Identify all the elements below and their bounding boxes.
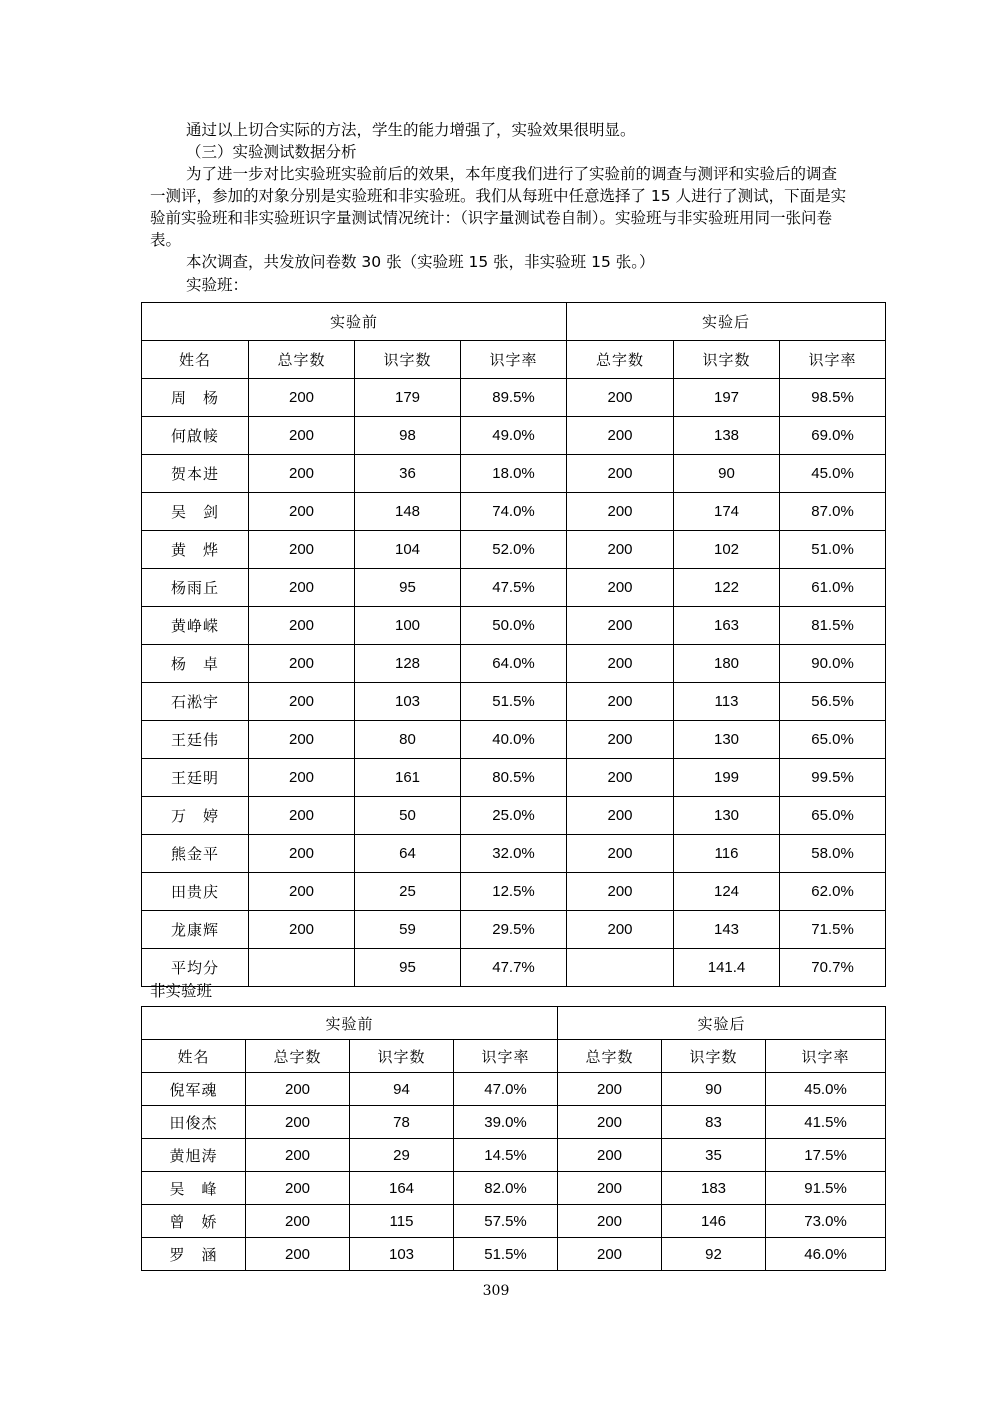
table-row (142, 835, 886, 873)
before-known-cell: 115 (350, 1205, 454, 1238)
after-rate-cell: 51.0% (780, 531, 886, 569)
before-total-cell: 200 (249, 455, 355, 493)
after-known-cell: 124 (674, 873, 780, 911)
table-row (142, 455, 886, 493)
after-total-cell: 200 (558, 1238, 662, 1271)
after-total-cell: 200 (567, 911, 674, 949)
table-row (142, 569, 886, 607)
before-known-cell: 100 (355, 607, 461, 645)
table-group-header-row (142, 1007, 886, 1040)
after-known-cell: 138 (674, 417, 780, 455)
before-total-cell: 200 (246, 1139, 350, 1172)
after-rate-cell: 46.0% (766, 1238, 886, 1271)
after-known-cell: 197 (674, 379, 780, 417)
known-header: 识字数 (662, 1040, 766, 1073)
after-known-cell: 141.4 (674, 949, 780, 987)
before-header: 实验前 (142, 303, 567, 341)
section-heading: （三）实验测试数据分析 (186, 143, 357, 161)
table-column-header-row (142, 341, 886, 379)
student-name-cell: 田贵庆 (142, 873, 249, 911)
survey-paragraph: 本次调查，共发放问卷数 30 张（实验班 15 张，非实验班 15 张。） (186, 253, 655, 271)
before-known-cell: 64 (355, 835, 461, 873)
after-total-cell: 200 (567, 797, 674, 835)
before-known-cell: 95 (355, 569, 461, 607)
after-rate-cell: 17.5% (766, 1139, 886, 1172)
before-rate-cell: 82.0% (454, 1172, 558, 1205)
total-header: 总字数 (567, 341, 674, 379)
before-known-cell: 161 (355, 759, 461, 797)
before-total-cell: 200 (249, 911, 355, 949)
known-header: 识字数 (355, 341, 461, 379)
after-total-cell: 200 (567, 531, 674, 569)
before-known-cell: 50 (355, 797, 461, 835)
student-name-cell: 王廷明 (142, 759, 249, 797)
after-total-cell (567, 949, 674, 987)
body-text: 为了进一步对比实验班实验前后的效果，本年度我们进行了实验前的调查与测评和实验后的调查一测评，参加的对象分别是实验班和非实验班。我们从每班中任意选择了 15 人进行了测试，下面是实验前实验班和非实验班识字量测试情况统计：（识字量测试卷自制）。实验班与非实验班用同一张问卷表。 (150, 165, 847, 249)
before-rate-cell: 25.0% (461, 797, 567, 835)
student-name-cell: 龙康辉 (142, 911, 249, 949)
student-name-cell: 曾 娇 (142, 1205, 246, 1238)
name-header: 姓名 (142, 1040, 246, 1073)
student-name-cell: 黄 烨 (142, 531, 249, 569)
after-header: 实验后 (558, 1007, 886, 1040)
student-name-cell: 熊金平 (142, 835, 249, 873)
table-row (142, 683, 886, 721)
known-header: 识字数 (350, 1040, 454, 1073)
intro-paragraph: 通过以上切合实际的方法，学生的能力增强了，实验效果很明显。 (186, 121, 636, 139)
table-row (142, 417, 886, 455)
table-row (142, 1172, 886, 1205)
after-rate-cell: 65.0% (780, 721, 886, 759)
student-name-cell: 吴 剑 (142, 493, 249, 531)
after-total-cell: 200 (567, 721, 674, 759)
after-known-cell: 183 (662, 1172, 766, 1205)
after-known-cell: 90 (674, 455, 780, 493)
after-total-cell: 200 (558, 1106, 662, 1139)
before-total-cell: 200 (249, 493, 355, 531)
rate-header: 识字率 (780, 341, 886, 379)
after-known-cell: 83 (662, 1106, 766, 1139)
before-known-cell: 36 (355, 455, 461, 493)
after-total-cell: 200 (558, 1139, 662, 1172)
known-header: 识字数 (674, 341, 780, 379)
before-rate-cell: 18.0% (461, 455, 567, 493)
after-rate-cell: 91.5% (766, 1172, 886, 1205)
table-row (142, 949, 886, 987)
table-row (142, 1106, 886, 1139)
after-known-cell: 174 (674, 493, 780, 531)
total-header: 总字数 (249, 341, 355, 379)
student-name-cell: 石淞宇 (142, 683, 249, 721)
before-rate-cell: 39.0% (454, 1106, 558, 1139)
table-row (142, 759, 886, 797)
after-known-cell: 116 (674, 835, 780, 873)
before-known-cell: 164 (350, 1172, 454, 1205)
after-rate-cell: 73.0% (766, 1205, 886, 1238)
before-known-cell: 98 (355, 417, 461, 455)
before-rate-cell: 47.7% (461, 949, 567, 987)
rate-header: 识字率 (766, 1040, 886, 1073)
student-name-cell: 黄峥嵘 (142, 607, 249, 645)
experimental-class-table (141, 302, 886, 987)
before-total-cell: 200 (246, 1172, 350, 1205)
before-rate-cell: 47.5% (461, 569, 567, 607)
after-total-cell: 200 (567, 417, 674, 455)
before-known-cell: 128 (355, 645, 461, 683)
after-rate-cell: 45.0% (780, 455, 886, 493)
before-rate-cell: 40.0% (461, 721, 567, 759)
student-name-cell: 吴 峰 (142, 1172, 246, 1205)
after-rate-cell: 99.5% (780, 759, 886, 797)
before-total-cell: 200 (249, 379, 355, 417)
before-rate-cell: 51.5% (454, 1238, 558, 1271)
after-rate-cell: 81.5% (780, 607, 886, 645)
after-known-cell: 113 (674, 683, 780, 721)
after-total-cell: 200 (567, 873, 674, 911)
table-row (142, 1205, 886, 1238)
before-rate-cell: 50.0% (461, 607, 567, 645)
before-rate-cell: 12.5% (461, 873, 567, 911)
before-total-cell: 200 (249, 683, 355, 721)
before-rate-cell: 80.5% (461, 759, 567, 797)
student-name-cell: 何啟帹 (142, 417, 249, 455)
after-rate-cell: 65.0% (780, 797, 886, 835)
before-total-cell: 200 (249, 797, 355, 835)
before-total-cell: 200 (249, 417, 355, 455)
after-total-cell: 200 (558, 1205, 662, 1238)
table-row (142, 493, 886, 531)
after-rate-cell: 62.0% (780, 873, 886, 911)
after-total-cell: 200 (567, 379, 674, 417)
table-column-header-row (142, 1040, 886, 1073)
student-name-cell: 杨雨丘 (142, 569, 249, 607)
table-row (142, 873, 886, 911)
nonexperimental-class-table (141, 1006, 886, 1271)
before-rate-cell: 89.5% (461, 379, 567, 417)
student-name-cell: 田俊杰 (142, 1106, 246, 1139)
table-row (142, 645, 886, 683)
after-header: 实验后 (567, 303, 886, 341)
after-total-cell: 200 (567, 569, 674, 607)
student-name-cell: 贺本进 (142, 455, 249, 493)
page-number: 309 (482, 1283, 510, 1299)
after-rate-cell: 41.5% (766, 1106, 886, 1139)
table-row (142, 531, 886, 569)
before-total-cell (249, 949, 355, 987)
before-rate-cell: 29.5% (461, 911, 567, 949)
after-known-cell: 143 (674, 911, 780, 949)
after-total-cell: 200 (567, 645, 674, 683)
after-total-cell: 200 (567, 493, 674, 531)
after-rate-cell: 71.5% (780, 911, 886, 949)
before-known-cell: 179 (355, 379, 461, 417)
table-row (142, 379, 886, 417)
before-known-cell: 59 (355, 911, 461, 949)
before-rate-cell: 32.0% (461, 835, 567, 873)
before-known-cell: 94 (350, 1073, 454, 1106)
before-known-cell: 80 (355, 721, 461, 759)
name-header: 姓名 (142, 341, 249, 379)
after-rate-cell: 56.5% (780, 683, 886, 721)
before-total-cell: 200 (249, 569, 355, 607)
before-total-cell: 200 (249, 721, 355, 759)
after-rate-cell: 61.0% (780, 569, 886, 607)
after-known-cell: 199 (674, 759, 780, 797)
before-total-cell: 200 (249, 759, 355, 797)
before-known-cell: 78 (350, 1106, 454, 1139)
before-known-cell: 103 (355, 683, 461, 721)
student-name-cell: 王廷伟 (142, 721, 249, 759)
after-known-cell: 130 (674, 797, 780, 835)
after-rate-cell: 98.5% (780, 379, 886, 417)
table-row (142, 797, 886, 835)
student-name-cell: 杨 卓 (142, 645, 249, 683)
before-total-cell: 200 (246, 1106, 350, 1139)
after-known-cell: 122 (674, 569, 780, 607)
before-known-cell: 148 (355, 493, 461, 531)
before-total-cell: 200 (249, 873, 355, 911)
after-rate-cell: 87.0% (780, 493, 886, 531)
before-rate-cell: 47.0% (454, 1073, 558, 1106)
before-header: 实验前 (142, 1007, 558, 1040)
after-total-cell: 200 (567, 759, 674, 797)
total-header: 总字数 (246, 1040, 350, 1073)
table-group-header-row (142, 303, 886, 341)
before-rate-cell: 57.5% (454, 1205, 558, 1238)
after-rate-cell: 58.0% (780, 835, 886, 873)
after-total-cell: 200 (567, 455, 674, 493)
after-total-cell: 200 (567, 683, 674, 721)
before-known-cell: 104 (355, 531, 461, 569)
before-total-cell: 200 (246, 1238, 350, 1271)
after-total-cell: 200 (567, 835, 674, 873)
after-known-cell: 92 (662, 1238, 766, 1271)
after-rate-cell: 90.0% (780, 645, 886, 683)
before-rate-cell: 74.0% (461, 493, 567, 531)
table-row (142, 607, 886, 645)
student-name-cell: 倪军魂 (142, 1073, 246, 1106)
nonexperimental-class-label: 非实验班 (150, 982, 213, 1000)
student-name-cell: 周 杨 (142, 379, 249, 417)
table-row (142, 1139, 886, 1172)
before-rate-cell: 52.0% (461, 531, 567, 569)
table-row (142, 1073, 886, 1106)
experimental-class-label: 实验班： (186, 276, 249, 294)
after-rate-cell: 70.7% (780, 949, 886, 987)
rate-header: 识字率 (461, 341, 567, 379)
after-known-cell: 146 (662, 1205, 766, 1238)
before-known-cell: 25 (355, 873, 461, 911)
before-known-cell: 103 (350, 1238, 454, 1271)
before-rate-cell: 49.0% (461, 417, 567, 455)
after-rate-cell: 45.0% (766, 1073, 886, 1106)
after-known-cell: 35 (662, 1139, 766, 1172)
before-total-cell: 200 (249, 607, 355, 645)
table-row (142, 1238, 886, 1271)
before-total-cell: 200 (249, 531, 355, 569)
before-rate-cell: 14.5% (454, 1139, 558, 1172)
after-total-cell: 200 (558, 1172, 662, 1205)
before-total-cell: 200 (249, 835, 355, 873)
after-known-cell: 102 (674, 531, 780, 569)
after-total-cell: 200 (567, 607, 674, 645)
after-total-cell: 200 (558, 1073, 662, 1106)
student-name-cell: 平均分 (142, 949, 249, 987)
student-name-cell: 罗 涵 (142, 1238, 246, 1271)
table-row (142, 911, 886, 949)
after-known-cell: 90 (662, 1073, 766, 1106)
before-total-cell: 200 (246, 1073, 350, 1106)
before-total-cell: 200 (249, 645, 355, 683)
before-total-cell: 200 (246, 1205, 350, 1238)
student-name-cell: 黄旭涛 (142, 1139, 246, 1172)
before-rate-cell: 64.0% (461, 645, 567, 683)
body-paragraph (150, 163, 850, 251)
after-known-cell: 180 (674, 645, 780, 683)
after-known-cell: 163 (674, 607, 780, 645)
before-known-cell: 95 (355, 949, 461, 987)
after-known-cell: 130 (674, 721, 780, 759)
rate-header: 识字率 (454, 1040, 558, 1073)
after-rate-cell: 69.0% (780, 417, 886, 455)
table-row (142, 721, 886, 759)
before-known-cell: 29 (350, 1139, 454, 1172)
before-rate-cell: 51.5% (461, 683, 567, 721)
student-name-cell: 万 婷 (142, 797, 249, 835)
total-header: 总字数 (558, 1040, 662, 1073)
